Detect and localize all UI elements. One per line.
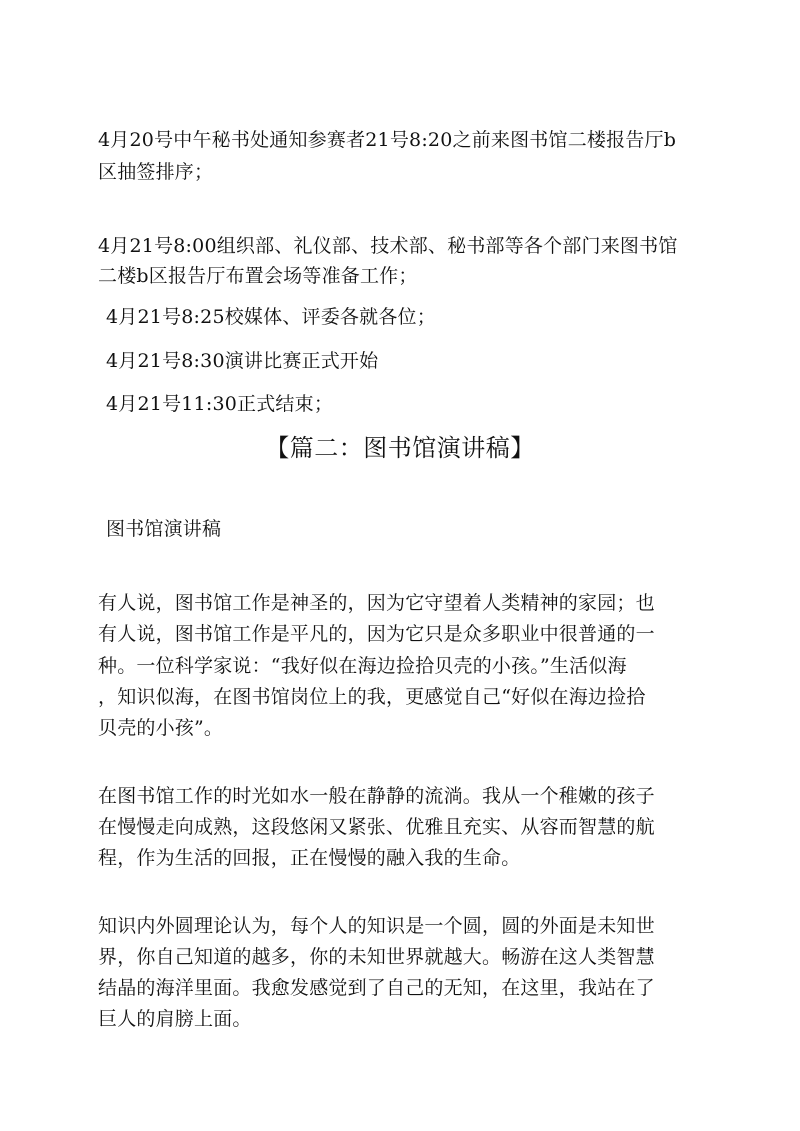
paragraph-1-line-5: 贝壳的小孩”。 [98, 717, 224, 739]
paragraph-3-line-3: 结晶的海洋里面。我愈发感觉到了自己的无知，在这里，我站在了 [98, 977, 655, 999]
schedule-item-4: 4月21号8:30演讲比赛正式开始 [106, 350, 379, 372]
schedule-item-5: 4月21号11:30正式结束； [106, 393, 334, 415]
section-title: 【篇二：图书馆演讲稿】 [265, 434, 535, 462]
paragraph-2-line-2: 在慢慢走向成熟，这段悠闲又紧张、优雅且充实、从容而智慧的航 [98, 816, 655, 838]
paragraph-1-line-1: 有人说，图书馆工作是神圣的，因为它守望着人类精神的家园；也 [98, 592, 655, 614]
schedule-item-1-line-1: 4月20号中午秘书处通知参赛者21号8:20之前来图书馆二楼报告厅b [98, 129, 677, 151]
paragraph-3-line-2: 界，你自己知道的越多，你的未知世界就越大。畅游在这人类智慧 [98, 946, 655, 968]
schedule-item-2-line-2: 二楼b区报告厅布置会场等准备工作； [98, 265, 418, 287]
schedule-item-1-line-2: 区抽签排序； [98, 161, 214, 183]
paragraph-3-line-4: 巨人的肩膀上面。 [98, 1008, 252, 1030]
paragraph-1-line-2: 有人说，图书馆工作是平凡的，因为它只是众多职业中很普通的一 [98, 623, 655, 645]
paragraph-1-line-4: ，知识似海，在图书馆岗位上的我，更感觉自己“好似在海边捡拾 [98, 686, 646, 708]
schedule-item-3: 4月21号8:25校媒体、评委各就各位； [106, 306, 436, 328]
paragraph-1-line-3: 种。一位科学家说：“我好似在海边捡拾贝壳的小孩。”生活似海 [98, 655, 627, 677]
paragraph-2-line-3: 程，作为生活的回报，正在慢慢的融入我的生命。 [98, 847, 521, 869]
schedule-item-2-line-1: 4月21号8:00组织部、礼仪部、技术部、秘书部等各个部门来图书馆 [98, 235, 678, 257]
speech-subtitle: 图书馆演讲稿 [106, 518, 222, 540]
paragraph-3-line-1: 知识内外圆理论认为，每个人的知识是一个圆，圆的外面是未知世 [98, 915, 655, 937]
paragraph-2-line-1: 在图书馆工作的时光如水一般在静静的流淌。我从一个稚嫩的孩子 [98, 785, 655, 807]
